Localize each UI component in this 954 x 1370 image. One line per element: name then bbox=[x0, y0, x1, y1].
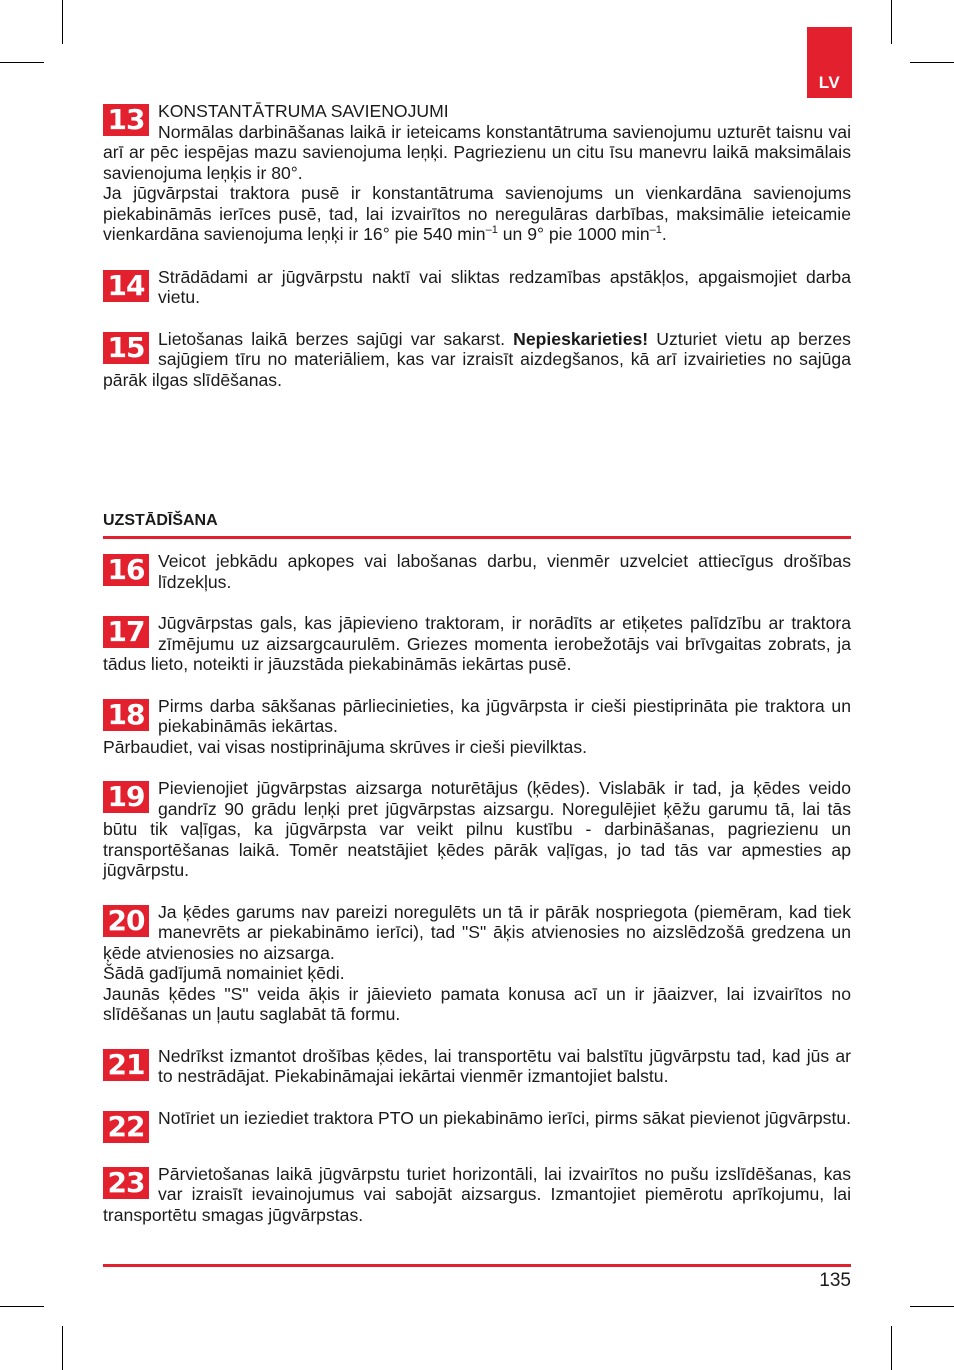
instruction-item-16 bbox=[103, 551, 851, 592]
instruction-item-15 bbox=[103, 329, 851, 391]
item-text bbox=[103, 329, 851, 391]
item-text: Jūgvārpstas gals, kas jāpievieno traktoram, ir norādīts ar etiķetes palīdzību ar traktora zīmējumu uz aizsargcaurulēm. Griezes momenta ierobežotājs vai brīvgaitas zobrats, ja tādus lieto, noteikti ir jāuzstāda piekabināmās iekārtas pusē. bbox=[103, 613, 851, 674]
item-text-part: Uzturiet vietu ap berzes sajūgiem tīru no materiāliem, kas var izraisīt aizdegšanos, kā arī izvairieties no sajūga pārāk ilgas slīdēšanas. bbox=[103, 328, 851, 390]
item-heading: KONSTANTĀTRUMA SAVIENOJUMI bbox=[158, 101, 449, 121]
crop-mark bbox=[62, 0, 63, 44]
item-text: Normālas darbināšanas laikā ir ieteicams konstantātruma savienojumu uzturēt taisnu vai arī ar pēc iespējas mazu savienojuma leņķi. Pagriezienu un citu īsu manevru laikā maksimālais savienojuma leņķis ir 80°. bbox=[103, 121, 851, 183]
item-text: Pārvietošanas laikā jūgvārpstu turiet horizontāli, lai izvairītos no pušu izslīdēšanas, kas var izraisīt ievainojumus vai sabojāt aizsargus. Izmantojiet piemērotu aprīkojumu, lai transportētu smagas jūgvārpstas. bbox=[103, 1163, 851, 1225]
crop-mark bbox=[62, 1326, 63, 1370]
item-text: Strādādami ar jūgvārpstu naktī vai sliktas redzamības apstākļos, apgaismojiet darba vietu. bbox=[158, 266, 851, 307]
instruction-item-23 bbox=[103, 1164, 851, 1226]
item-text: Pirms darba sākšanas pārliecinieties, ka jūgvārpsta ir cieši piestiprināta pie traktora un piekabināmās iekārtas. bbox=[158, 695, 851, 736]
crop-mark bbox=[891, 1326, 892, 1370]
language-tab: LV bbox=[807, 27, 852, 98]
item-text: Veicot jebkādu apkopes vai labošanas darbu, vienmēr uzvelciet attiecīgus drošības līdzekļus. bbox=[158, 551, 851, 592]
item-number-badge: 14 bbox=[103, 270, 149, 302]
crop-mark bbox=[0, 62, 44, 63]
section-title: UZSTĀDĪŠANA bbox=[103, 511, 851, 539]
page-number: 135 bbox=[819, 1270, 851, 1291]
item-number-badge: 13 bbox=[103, 104, 149, 136]
item-text: Notīriet un ieziediet traktora PTO un piekabināmo ierīci, pirms sākat pievienot jūgvārpstu. bbox=[158, 1107, 852, 1128]
item-text: Ja ķēdes garums nav pareizi noregulēts un tā ir pārāk nospriegota (piemēram, kad tiek manevrēts ar piekabināmo ierīci), tad "S" āķis atvienosies no aizslēdzošā gredzena un ķēde atvienosies no aizsarga. bbox=[103, 901, 851, 963]
crop-mark bbox=[910, 62, 954, 63]
warning-emphasis: Nepieskarieties! bbox=[513, 328, 649, 349]
crop-mark bbox=[0, 1306, 44, 1307]
item-text: Jaunās ķēdes "S" veida āķis ir jāievieto pamata konusa acī un ir jāaizver, lai izvairītos no slīdēšanas un ļautu saglabāt tā formu. bbox=[103, 983, 851, 1024]
instruction-item-17 bbox=[103, 613, 851, 675]
item-number-badge: 18 bbox=[103, 699, 149, 731]
item-number-badge: 19 bbox=[103, 781, 149, 813]
instruction-item-19 bbox=[103, 778, 851, 881]
item-number-badge: 20 bbox=[103, 905, 149, 937]
item-text: Nedrīkst izmantot drošības ķēdes, lai transportētu vai balstītu jūgvārpstu tad, kad jūs ar to nestrādājat. Piekabināmajai iekārtai vienmēr izmantojiet balstu. bbox=[158, 1045, 851, 1086]
page-content bbox=[103, 101, 851, 1225]
instruction-item-20 bbox=[103, 902, 851, 1025]
item-text-part: Lietošanas laikā berzes sajūgi var sakarst. bbox=[158, 328, 514, 349]
item-text: Ja jūgvārpstai traktora pusē ir konstantātruma savienojums un vienkardāna savienojums piekabināmās ierīces pusē, tad, lai izvairītos no neregulāras darbības, maksimālie ieteicamie vienkardāna savienojuma leņķi ir 16° pie 540 $\min^{-1}$ un 9° pie 1000 $\min^{-1}$. bbox=[103, 183, 851, 244]
crop-mark bbox=[891, 0, 892, 44]
item-text: Pārbaudiet, vai visas nostiprinājuma skrūves ir cieši pievilktas. bbox=[103, 736, 588, 757]
instruction-item-13 bbox=[103, 101, 851, 245]
instruction-item-21 bbox=[103, 1046, 851, 1087]
instruction-item-14 bbox=[103, 267, 851, 308]
item-number-badge: 16 bbox=[103, 554, 149, 586]
item-number-badge: 21 bbox=[103, 1049, 149, 1081]
item-number-badge: 23 bbox=[103, 1167, 149, 1199]
item-text: Šādā gadījumā nomainiet ķēdi. bbox=[103, 963, 345, 983]
item-number-badge: 22 bbox=[103, 1111, 149, 1143]
item-number-badge: 15 bbox=[103, 332, 149, 364]
item-text: Pievienojiet jūgvārpstas aizsarga noturētājus (ķēdes). Vislabāk ir tad, ja ķēdes veido gandrīz 90 grādu leņķi pret jūgvārpstas aizsargu. Noregulējiet ķēžu garumu tā, lai tās būtu tik vaļīgas, ka jūgvārpsta var veikt pilnu kustību - darbināšanas, pagriezienu un transportēšanas laikā. Tomēr neatstājiet ķēdes pārāk vaļīgas, jo tad tās var apmesties ap jūgvārpstu. bbox=[103, 778, 851, 880]
footer-rule bbox=[103, 1264, 851, 1267]
crop-mark bbox=[910, 1306, 954, 1307]
item-number-badge: 17 bbox=[103, 616, 149, 648]
instruction-item-18 bbox=[103, 696, 851, 758]
instruction-item-22 bbox=[103, 1108, 851, 1143]
